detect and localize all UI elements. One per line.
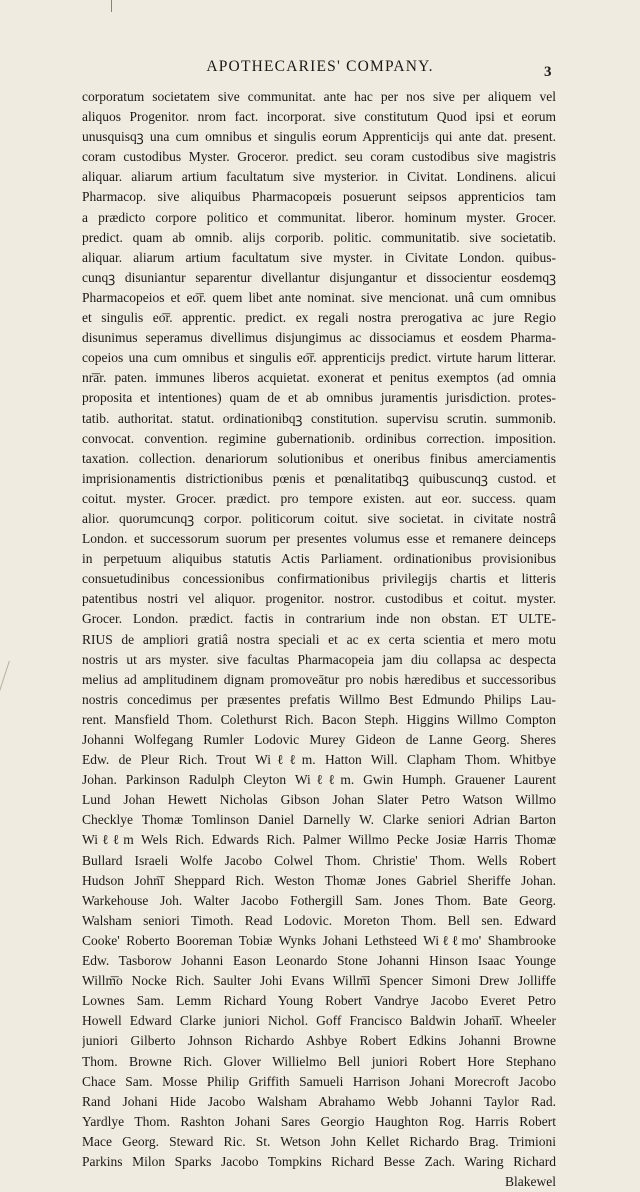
text-line: a prædicto corpore politico et communitat. liberor. hominum myster. Grocer. <box>82 209 556 225</box>
text-line-final: Blakewel <box>505 1174 556 1190</box>
text-line: Warkehouse Joh. Walter Jacobo Fothergill Sam. Jones Thom. Bate Georg. <box>82 892 556 908</box>
text-line: nostris concedimus per præsentes prefatis Willmo Best Edmundo Philips Lau- <box>82 691 556 707</box>
text-line: melius ad amplitudinem dignam promoveātur pro nobis hæredibus et successoribus <box>82 671 556 687</box>
text-line: Johanni Wolfegang Rumler Lodovic Murey Gideon de Lanne Georg. Sheres <box>82 732 556 747</box>
text-line: Pharmacop. sive aliquibus Pharmacopœis posuerunt seipsos apprenticios tam <box>82 189 556 205</box>
text-line: Parkins Milon Sparks Jacobo Tompkins Richard Besse Zach. Waring Richard <box>82 1153 556 1169</box>
text-line: cunqꝫ disuniantur separentur divellantur disjungantur et dissocientur eosdemqꝫ <box>82 269 556 285</box>
text-line: Cooke' Roberto Booreman Tobiæ Wynks Johani Lethsteed Wiℓℓmo' Shambrooke <box>82 932 556 948</box>
text-line: proposita et intentiones) quam de et ab omnibus juramentis jurisdiction. protes- <box>82 390 556 406</box>
text-line: London. et successorum suorum per presentes volumus esse et remanere deinceps <box>82 531 556 547</box>
text-line: nostris ut ars myster. sive facultas Pharmacopeia jam diu collapsa ac despecta <box>82 651 556 667</box>
page-number: 3 <box>544 64 552 80</box>
text-line: Willm͞o Nocke Rich. Saulter Johi Evans Willm͞i Spencer Simoni Drew Jolliffe <box>82 973 556 989</box>
text-line: Lownes Sam. Lemm Richard Young Robert Vandrye Jacobo Everet Petro <box>82 993 556 1009</box>
text-line: aliquar. aliarum artium facultatum sive myster. in Civitate London. quibus- <box>82 249 556 265</box>
text-line: Johan. Parkinson Radulph Cleyton Wiℓℓm. Gwin Humph. Grauener Laurent <box>82 772 556 788</box>
text-line: Rand Johani Hide Jacobo Walsham Abrahamo Webb Johanni Taylor Rad. <box>82 1093 556 1109</box>
text-line: coitut. myster. Grocer. prædict. pro tempore existen. aut eor. success. quam <box>82 490 556 506</box>
text-line: alior. quorumcunqꝫ corpor. politicorum coitut. sive societat. in civitate nostrâ <box>82 510 556 526</box>
text-line: Pharmacopeios et eo͞r. quem libet ante nominat. sive mencionat. unâ cum omnibus <box>82 289 556 305</box>
text-line: unusquisqꝫ una cum omnibus et singulis eorum Apprenticijs qui ante dat. present. <box>82 129 556 145</box>
text-line: taxation. collection. denariorum solutionibus et oneribus finibus amerciamentis <box>82 450 556 466</box>
text-line: Checklye Thomæ Tomlinson Daniel Darnelly W. Clarke seniori Adrian Barton <box>82 812 556 828</box>
text-line: Bullard Israeli Wolfe Jacobo Colwel Thom. Christie' Thom. Wells Robert <box>82 852 556 868</box>
text-line: predict. quam ab omnib. alijs corporib. politic. communitatib. sive societatib. <box>82 229 556 245</box>
text-line: Yardlye Thom. Rashton Johani Sares Georgio Haughton Rog. Harris Robert <box>82 1113 556 1129</box>
text-line: convocat. convention. regimine gubernationib. ordinibus correction. imposition. <box>82 430 556 446</box>
text-line: aliquos Progenitor. nrom fact. incorporat. sive constitutum Quod ipsi et eorum <box>82 109 556 125</box>
text-line: in perpetuum aliquibus statutis Actis Parliament. ordinationibus provisionibus <box>82 551 556 567</box>
text-line: Chace Sam. Mosse Philip Griffith Samueli Harrison Johani Morecroft Jacobo <box>82 1073 556 1089</box>
text-line: disunimus seperamus divellimus disjungimus ac dissociamus et eosdem Pharma- <box>82 330 556 346</box>
body-text <box>82 87 556 1192</box>
text-line: Lund Johan Hewett Nicholas Gibson Johan Slater Petro Watson Willmo <box>82 792 556 808</box>
text-line: corporatum societatem sive communitat. ante hac per nos sive per aliquem vel <box>82 89 556 104</box>
running-title: APOTHECARIES' COMPANY. <box>206 58 434 75</box>
text-line: nr͞ar. paten. immunes liberos acquietat. exonerat et penitus exemptos (ad omnia <box>82 370 556 386</box>
page-edge-mark <box>111 0 112 12</box>
text-line: copeios una cum omnibus et singulis eo͞r. apprenticijs predict. virtute harum litterar. <box>82 350 556 366</box>
text-line: Thom. Browne Rich. Glover Willielmo Bell juniori Robert Hore Stephano <box>82 1053 556 1069</box>
text-line: patentibus nostri vel aliquor. progenitor. nostror. custodibus et coitut. myster. <box>82 591 556 607</box>
text-line: Howell Edward Clarke juniori Nichol. Goff Francisco Baldwin Johan͞i. Wheeler <box>82 1013 556 1029</box>
text-line: Walsham seniori Timoth. Read Lodovic. Moreton Thom. Bell sen. Edward <box>82 912 556 928</box>
text-line: imprisionamentis districtionibus pœnis et pœnalitatibqꝫ quibuscunqꝫ custod. et <box>82 470 556 486</box>
text-line: Edw. Tasborow Johanni Eason Leonardo Stone Johanni Hinson Isaac Younge <box>82 953 556 969</box>
text-line: coram custodibus Myster. Groceror. predict. seu coram custodibus sive magistris <box>82 149 556 165</box>
text-line: rent. Mansfield Thom. Colethurst Rich. Bacon Steph. Higgins Willmo Compton <box>82 711 556 727</box>
text-line: Edw. de Pleur Rich. Trout Wiℓℓm. Hatton Will. Clapham Thom. Whitbye <box>82 752 556 768</box>
text-line: et singulis eo͞r. apprentic. predict. ex regali nostra prerogativa ac jure Regio <box>82 310 556 326</box>
text-line: tatib. authoritat. statut. ordinationibqꝫ constitution. supervisu scrutin. summonib. <box>82 410 556 426</box>
text-line: Grocer. London. prædict. factis in contrarium inde non obstan. ET ULTE- <box>82 611 556 627</box>
text-line: consuetudinibus concessionibus confirmationibus privilegijs chartis et litteris <box>82 571 556 587</box>
margin-mark <box>0 661 10 697</box>
text-line: Mace Georg. Steward Ric. St. Wetson John Kellet Richardo Brag. Trimioni <box>82 1133 556 1149</box>
text-line: juniori Gilberto Johnson Richardo Ashbye Robert Edkins Johanni Browne <box>82 1033 556 1049</box>
text-line: aliquar. aliarum artium facultatum sive mysterior. in Civitat. Londinens. alicui <box>82 169 556 185</box>
text-line: RIUS de ampliori gratiâ nostra speciali et ac ex certa scientia et mero motu <box>82 631 556 647</box>
text-line: Hudson John͞i Sheppard Rich. Weston Thomæ Jones Gabriel Sheriffe Johan. <box>82 872 556 888</box>
text-line: Wiℓℓm Wels Rich. Edwards Rich. Palmer Willmo Pecke Josiæ Harris Thomæ <box>82 832 556 848</box>
